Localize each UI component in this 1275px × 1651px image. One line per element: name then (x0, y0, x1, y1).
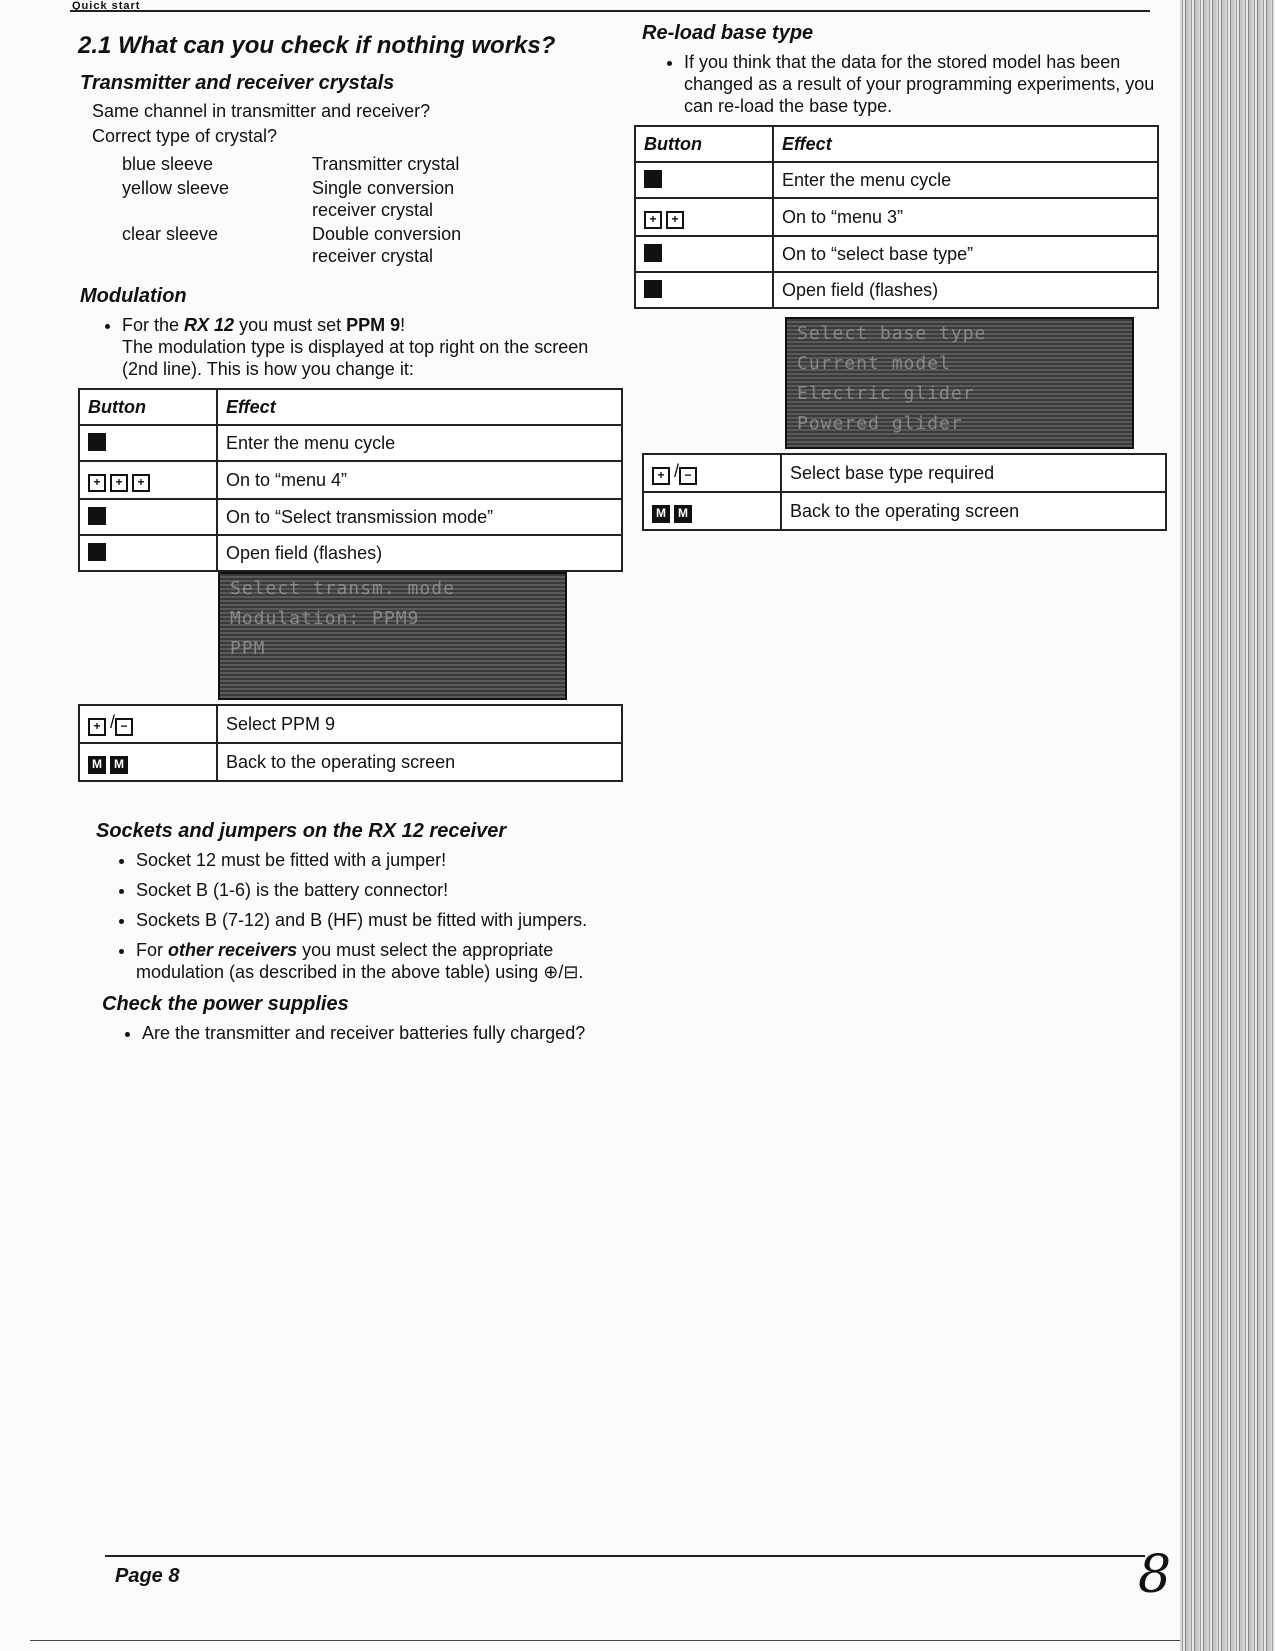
lcd-screen (218, 572, 567, 700)
lcd-line: Select base type (797, 323, 987, 344)
right-column (640, 22, 1165, 531)
reload-bullets (640, 51, 1165, 117)
power-bullets (78, 1022, 623, 1044)
enter-key-icon (88, 433, 106, 451)
table-row (79, 535, 622, 571)
effect-cell: On to “menu 4” (217, 461, 622, 499)
effect-cell: Back to the operating screen (781, 492, 1166, 530)
enter-key-icon (88, 507, 106, 525)
lcd-line: Powered glider (797, 413, 963, 434)
scan-edge-shadow (1180, 0, 1275, 1651)
m-key-icon: M (652, 505, 670, 523)
list-item (136, 939, 623, 983)
effect-cell: Enter the menu cycle (773, 162, 1158, 198)
minus-key-icon: − (115, 718, 133, 736)
effect-cell: Open field (flashes) (773, 272, 1158, 308)
plus-key-icon: + (132, 474, 150, 492)
bottom-rule (30, 1640, 1180, 1641)
enter-key-icon (644, 280, 662, 298)
crystal-sleeve: blue sleeve (122, 154, 214, 174)
lcd-line: Electric glider (797, 383, 975, 404)
text: For (136, 940, 169, 960)
text: The modulation type is displayed at top right on the screen (2nd line). This is how you change it: (122, 337, 589, 379)
table-row (635, 272, 1158, 308)
rx-model: RX 12 (184, 315, 235, 335)
list-item: • Socket 12 must be fitted with a jumper! (136, 849, 623, 871)
table-row (635, 198, 1158, 236)
list-item: • If you think that the data for the stored model has been changed as a result of your programming experiments, you can re-load the base type. (684, 51, 1165, 117)
plus-key-icon: + (88, 718, 106, 736)
effect-cell: On to “select base type” (773, 236, 1158, 272)
crystal-type: Double conversion receiver crystal (312, 224, 462, 266)
reload-heading: Re-load base type (642, 22, 814, 44)
reload-table-2 (642, 453, 1167, 531)
col-button: Button (635, 126, 773, 162)
table-row (79, 499, 622, 535)
crystal-sleeve: yellow sleeve (122, 178, 230, 198)
lcd-line: Current model (797, 353, 951, 374)
m-key-icon: M (110, 756, 128, 774)
plus-key-icon: + (110, 474, 128, 492)
table-row (643, 492, 1166, 530)
lcd-line: PPM (230, 638, 266, 659)
modulation-table (78, 388, 623, 572)
reload-table (634, 125, 1159, 309)
left-column (78, 32, 623, 1052)
power-heading: Check the power supplies (102, 993, 349, 1015)
col-button: Button (79, 389, 217, 425)
effect-cell: Select PPM 9 (217, 705, 622, 743)
section-title: 2.1 What can you check if nothing works? (78, 32, 556, 59)
list-item: • Are the transmitter and receiver batteries fully charged? (142, 1022, 623, 1044)
lcd-line: Modulation: PPM9 (230, 608, 420, 629)
plus-key-icon: + (88, 474, 106, 492)
enter-key-icon (644, 244, 662, 262)
plus-key-icon: + (644, 211, 662, 229)
header-rule (70, 10, 1150, 12)
enter-key-icon (88, 543, 106, 561)
plus-key-icon: + (652, 467, 670, 485)
minus-key-icon: − (679, 467, 697, 485)
table-row (635, 236, 1158, 272)
crystal-list (122, 153, 623, 267)
table-row (79, 425, 622, 461)
crystals-question-1: Same channel in transmitter and receiver? (92, 101, 431, 121)
ppm-setting: PPM 9 (346, 315, 401, 335)
m-key-icon: M (674, 505, 692, 523)
modulation-table-2 (78, 704, 623, 782)
table-row (79, 461, 622, 499)
footer-rule (105, 1555, 1145, 1557)
table-row (79, 743, 622, 781)
text: ! (400, 315, 406, 335)
effect-cell: Enter the menu cycle (217, 425, 622, 461)
lcd-screen (785, 317, 1134, 449)
modulation-heading: Modulation (80, 285, 187, 307)
crystals-heading: Transmitter and receiver crystals (80, 72, 395, 94)
list-item: • Socket B (1-6) is the battery connector! (136, 879, 623, 901)
lcd-line: Select transm. mode (230, 578, 455, 599)
table-row (635, 162, 1158, 198)
effect-cell: Open field (flashes) (217, 535, 622, 571)
sockets-heading: Sockets and jumpers on the RX 12 receiver (96, 820, 507, 842)
effect-cell: On to “Select transmission mode” (217, 499, 622, 535)
enter-key-icon (644, 170, 662, 188)
text: For the (122, 315, 185, 335)
sockets-bullets (78, 849, 623, 983)
effect-cell: Select base type required (781, 454, 1166, 492)
crystal-type: Single conversion receiver crystal (312, 178, 455, 220)
list-item: • Sockets B (7-12) and B (HF) must be fitted with jumpers. (136, 909, 623, 931)
col-effect: Effect (217, 389, 622, 425)
running-header: Quick start (72, 0, 141, 12)
effect-cell: Back to the operating screen (217, 743, 622, 781)
page-number: Page 8 (115, 1565, 180, 1587)
col-effect: Effect (773, 126, 1158, 162)
table-row: + / − Select PPM 9 (79, 705, 622, 743)
effect-cell: On to “menu 3” (773, 198, 1158, 236)
list-item (122, 314, 623, 380)
plus-key-icon: + (666, 211, 684, 229)
handwritten-page-number: 8 (1138, 1545, 1172, 1605)
emphasis: other receivers (168, 940, 298, 960)
crystal-type: Transmitter crystal (312, 154, 460, 174)
modulation-bullets (78, 314, 623, 380)
text: you must select the appropriate modulation (as described in the above table) using ⊕/⊟. (136, 940, 584, 982)
crystal-sleeve: clear sleeve (122, 224, 219, 244)
crystals-question-2: Correct type of crystal? (92, 126, 278, 146)
text: you must set (234, 315, 347, 335)
m-key-icon: M (88, 756, 106, 774)
table-row: + / − Select base type required (643, 454, 1166, 492)
